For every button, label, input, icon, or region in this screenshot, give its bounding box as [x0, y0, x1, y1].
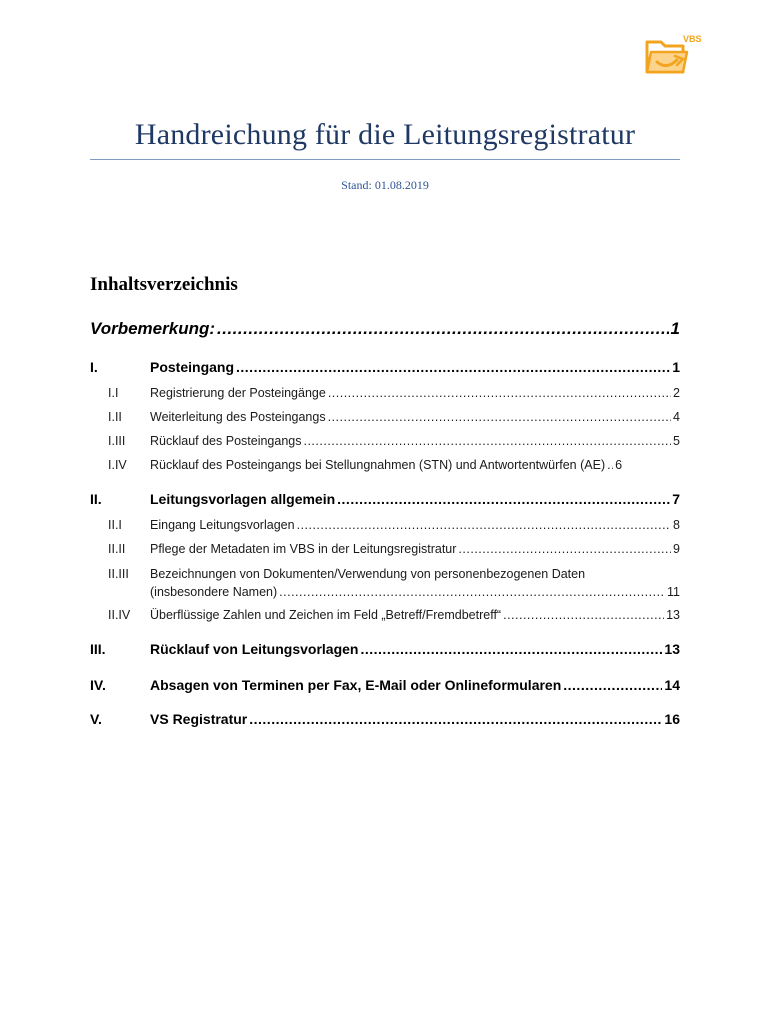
toc-entry-posteingang[interactable] [90, 359, 680, 375]
toc-entry-number: II. [90, 491, 102, 507]
toc-page-number: 6 [615, 458, 623, 472]
toc-entry-vorbemerkung[interactable] [90, 319, 680, 339]
toc-entry-bezeichnungen-continued[interactable] [90, 585, 680, 599]
toc-leader-dots [297, 518, 671, 532]
toc-entry-number: I.IV [108, 458, 127, 472]
toc-entry-registrierung[interactable] [90, 386, 680, 400]
toc-leader-dots [217, 319, 669, 339]
toc-leader-dots [303, 434, 671, 448]
toc-entry-absagen-terminen[interactable] [90, 677, 680, 693]
toc-leader-dots [503, 608, 664, 622]
title-underline [90, 159, 680, 160]
toc-entry-label: Posteingang [150, 359, 235, 375]
toc-entry-label: Überflüssige Zahlen und Zeichen im Feld „Betreff/Fremdbetreff“ [150, 608, 502, 622]
toc-leader-dots [249, 711, 662, 727]
toc-page-number: 13 [664, 641, 680, 657]
toc-entry-label: Bezeichnungen von Dokumenten/Verwendung von personenbezogenen Daten [150, 567, 586, 581]
logo-text: VBS [683, 34, 702, 44]
toc-leader-dots [360, 641, 662, 657]
toc-leader-dots [337, 491, 670, 507]
toc-page-number: 8 [673, 518, 680, 532]
toc-entry-label: Absagen von Terminen per Fax, E-Mail oder Onlineformularen [150, 677, 562, 693]
toc-entry-number: II.IV [108, 608, 131, 622]
toc-entry-label: Eingang Leitungsvorlagen [150, 518, 295, 532]
toc-entry-leitungsvorlagen[interactable] [90, 491, 680, 507]
toc-heading: Inhaltsverzeichnis [90, 274, 238, 295]
toc-leader-dots [328, 386, 671, 400]
toc-entry-label: VS Registratur [150, 711, 248, 727]
toc-entry-label: Pflege der Metadaten im VBS in der Leitungsregistratur [150, 542, 457, 556]
toc-entry-ruecklauf-posteingang[interactable] [90, 434, 680, 448]
toc-entry-number: II.II [108, 542, 126, 556]
toc-entry-number: I. [90, 359, 98, 375]
toc-entry-number: I.II [108, 410, 122, 424]
toc-entry-eingang-leitungsvorlagen[interactable] [90, 518, 680, 532]
toc-leader-dots [328, 410, 671, 424]
toc-entry-ruecklauf-leitungsvorlagen[interactable] [90, 641, 680, 657]
toc-entry-ueberfluessige-zeichen[interactable] [90, 608, 680, 622]
toc-entry-vs-registratur[interactable] [90, 711, 680, 727]
toc-entry-label: Rücklauf des Posteingangs [150, 434, 302, 448]
toc-entry-number: II.III [108, 567, 129, 581]
toc-entry-ruecklauf-stn-ae[interactable] [90, 458, 680, 472]
toc-entry-number: II.I [108, 518, 122, 532]
toc-entry-bezeichnungen[interactable] [90, 567, 680, 581]
toc-page-number: 16 [664, 711, 680, 727]
toc-page-number: 4 [673, 410, 680, 424]
toc-page-number: 5 [673, 434, 680, 448]
toc-entry-label: Rücklauf von Leitungsvorlagen [150, 641, 359, 657]
toc-entry-weiterleitung[interactable] [90, 410, 680, 424]
toc-entry-number: IV. [90, 677, 106, 693]
toc-entry-label: Registrierung der Posteingänge [150, 386, 326, 400]
toc-leader-dots [458, 542, 671, 556]
toc-leader-dots [279, 585, 665, 599]
toc-entry-label: Vorbemerkung: [90, 319, 216, 338]
toc-page-number: 14 [664, 677, 680, 693]
toc-page-number: 1 [670, 319, 680, 338]
toc-entry-number: I.I [108, 386, 119, 400]
toc-page-number: 11 [667, 585, 680, 599]
toc-entry-pflege-metadaten[interactable] [90, 542, 680, 556]
toc-page-number: 1 [672, 359, 680, 375]
toc-entry-label: Rücklauf des Posteingangs bei Stellungnahmen (STN) und Antwortentwürfen (AE) [150, 458, 606, 472]
toc-entry-number: I.III [108, 434, 126, 448]
toc-page-number: 2 [673, 386, 680, 400]
toc-page-number: 7 [672, 491, 680, 507]
toc-entry-label: Leitungsvorlagen allgemein [150, 491, 336, 507]
document-title: Handreichung für die Leitungsregistratur [134, 118, 636, 151]
toc-leader-dots [607, 458, 613, 472]
toc-page-number: 13 [666, 608, 680, 622]
toc-page-number: 9 [673, 542, 680, 556]
toc-entry-label: (insbesondere Namen) [150, 585, 278, 599]
toc-leader-dots [236, 359, 670, 375]
toc-entry-label: Weiterleitung des Posteingangs [150, 410, 326, 424]
toc-entry-number: V. [90, 711, 102, 727]
toc-leader-dots [563, 677, 662, 693]
toc-entry-number: III. [90, 641, 106, 657]
stand-date: Stand: 01.08.2019 [341, 178, 429, 192]
